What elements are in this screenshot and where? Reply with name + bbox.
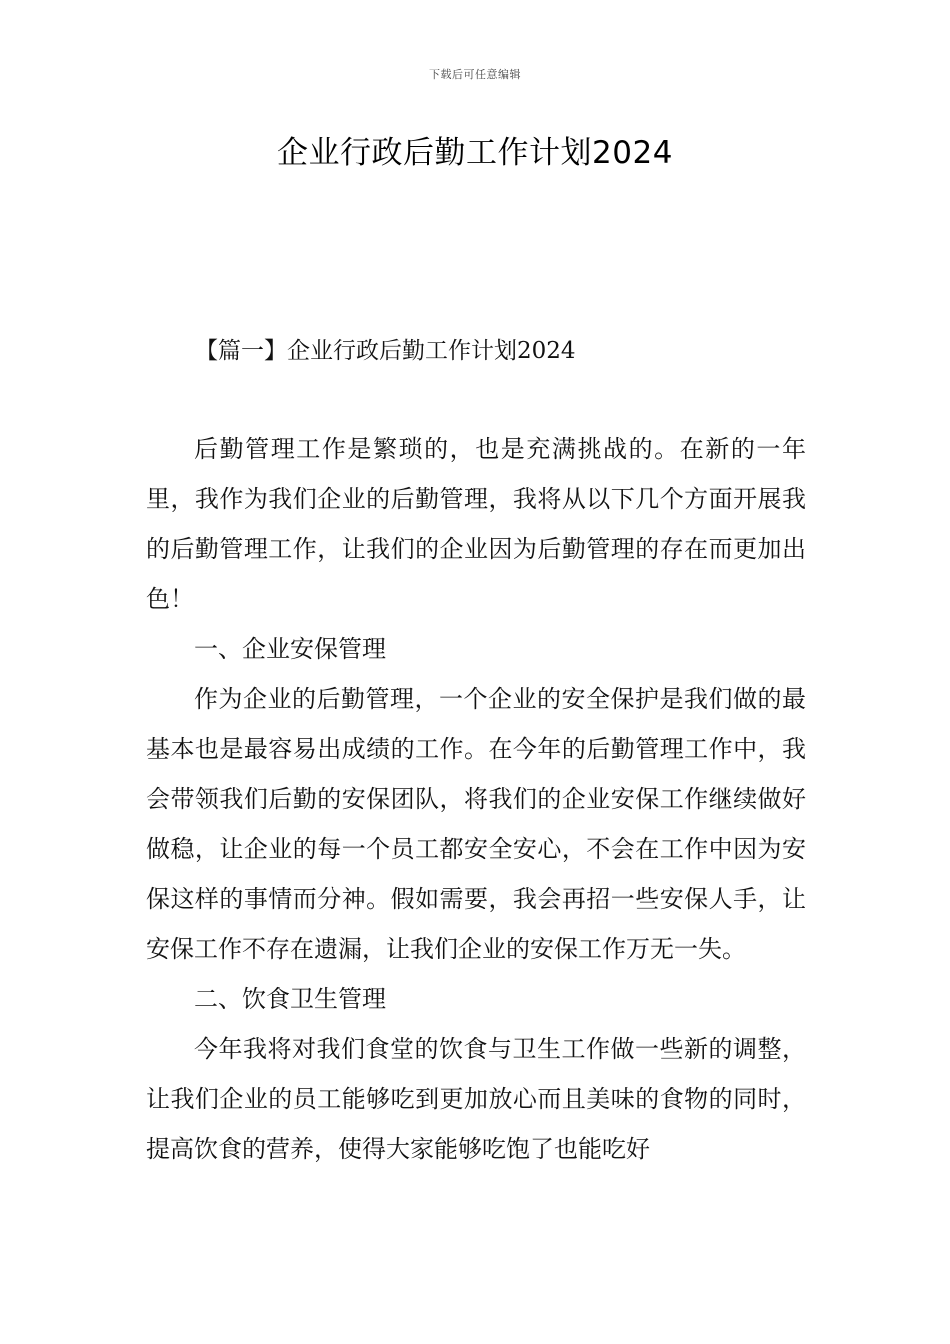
document-body [146,424,806,1174]
paragraph-security: 作为企业的后勤管理，一个企业的安全保护是我们做的最基本也是最容易出成绩的工作。在今年的后勤管理工作中，我会带领我们后勤的安保团队，将我们的企业安保工作继续做好做稳，让企业的每一个员工都安全安心，不会在工作中因为安保这样的事情而分神。假如需要，我会再招一些安保人手，让安保工作不存在遗漏，让我们企业的安保工作万无一失。 [146,685,806,963]
header-watermark: 下载后可任意编辑 [429,68,521,81]
section-heading: 【篇一】企业行政后勤工作计划2024 [195,338,576,364]
subheading-food-hygiene: 二、饮食卫生管理 [194,985,386,1013]
paragraph-intro: 后勤管理工作是繁琐的，也是充满挑战的。在新的一年里，我作为我们企业的后勤管理，我将从以下几个方面开展我的后勤管理工作，让我们的企业因为后勤管理的存在而更加出色！ [146,435,806,613]
subheading-security: 一、企业安保管理 [194,635,386,663]
paragraph-food-hygiene: 今年我将对我们食堂的饮食与卫生工作做一些新的调整，让我们企业的员工能够吃到更加放心而且美味的食物的同时，提高饮食的营养，使得大家能够吃饱了也能吃好 [146,1035,806,1163]
document-title: 企业行政后勤工作计划2024 [277,135,673,171]
